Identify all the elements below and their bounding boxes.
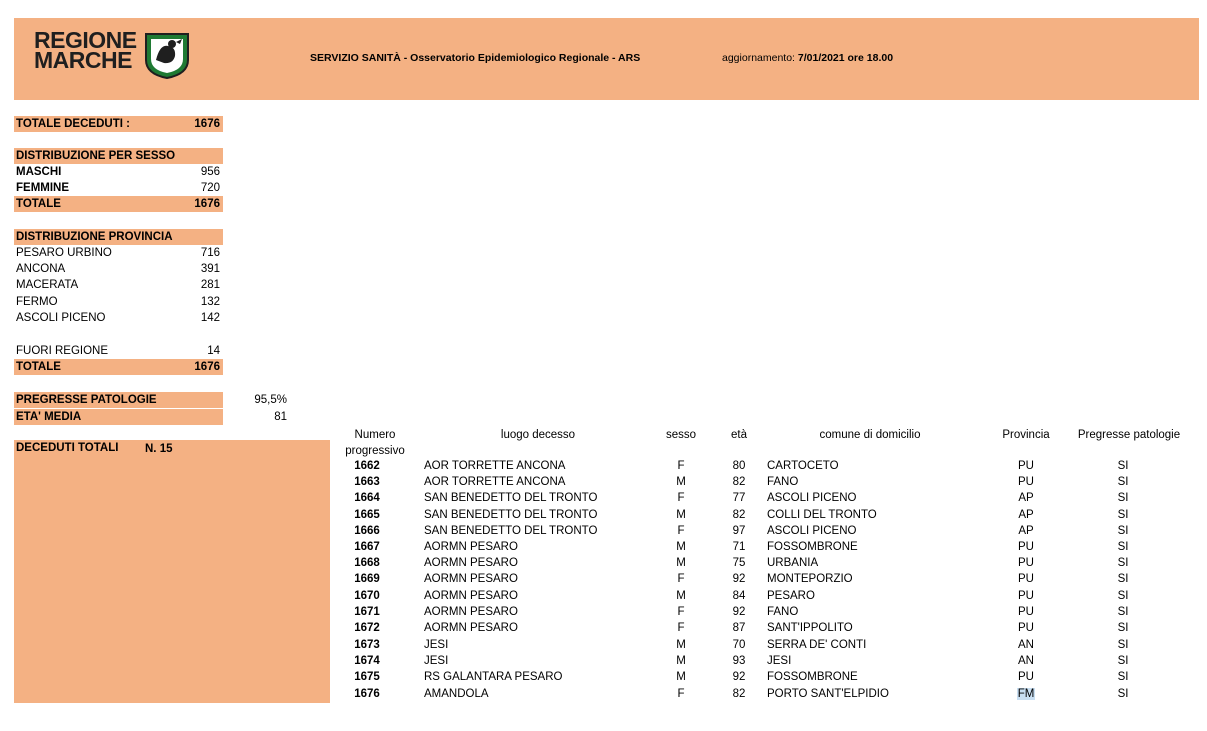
patologie-cell: SI [1117,573,1129,585]
femmine-value: 720 [200,182,220,194]
patologie-cell: SI [1117,476,1129,488]
provincia-cell: PU [1018,476,1034,488]
row-number: 1662 [354,460,380,472]
provincia-cell: AP [1018,525,1034,537]
fuori-regione-row [14,343,223,359]
provincia-cell: PU [1018,573,1034,585]
femmine-row [14,180,223,196]
province-row [14,294,223,310]
luogo-decesso: AORMN PESARO [424,541,518,553]
fuori-regione-label: FUORI REGIONE [16,345,109,357]
eta-cell: 87 [732,622,746,634]
luogo-decesso: AORMN PESARO [424,622,518,634]
sesso-cell: M [676,655,686,667]
patologie-row [14,392,287,408]
luogo-decesso: JESI [424,655,449,667]
col-header-numero [330,427,420,459]
row-number: 1672 [354,622,380,634]
patologie-cell: SI [1117,541,1129,553]
comune-cell: ASCOLI PICENO [767,525,857,537]
deceduti-totali-block [14,440,330,703]
luogo-decesso: AORMN PESARO [424,606,518,618]
luogo-decesso: AORMN PESARO [424,573,518,585]
sesso-cell: F [677,573,685,585]
patologie-cell: SI [1117,622,1129,634]
table-row [330,555,1190,571]
eta-cell: 82 [732,476,746,488]
sesso-cell: F [677,460,685,472]
table-row [330,588,1190,604]
patologie-cell: SI [1117,460,1129,472]
table-row [330,458,1190,474]
col-header-comune: comune di domicilio [819,429,921,441]
comune-cell: COLLI DEL TRONTO [767,509,877,521]
province-label: MACERATA [16,279,79,291]
province-label: FERMO [16,296,58,308]
eta-cell: 93 [732,655,746,667]
logo-line2: MARCHE [34,47,132,73]
row-number: 1666 [354,525,380,537]
comune-cell: PESARO [767,590,815,602]
totale-deceduti-value: 1676 [194,118,220,130]
eta-cell: 92 [732,671,746,683]
col-header-patologie: Pregresse patologie [1077,429,1181,441]
eta-cell: 75 [732,557,746,569]
provincia-cell: PU [1018,557,1034,569]
row-number: 1663 [354,476,380,488]
provincia-cell: PU [1018,590,1034,602]
sesso-title: DISTRIBUZIONE PER SESSO [16,150,176,162]
totale-deceduti-label: TOTALE DECEDUTI : [16,118,130,130]
sesso-cell: M [676,476,686,488]
eta-media-label: ETA' MEDIA [16,411,82,423]
comune-cell: MONTEPORZIO [767,573,853,585]
provincia-cell: AP [1018,509,1034,521]
report-header [14,18,1199,100]
col-header-sesso: sesso [665,429,697,441]
sesso-cell: F [677,688,685,700]
patologie-label: PREGRESSE PATOLOGIE [16,394,157,406]
sesso-totale-row [14,196,223,212]
provincia-cell: PU [1018,606,1034,618]
eta-cell: 84 [732,590,746,602]
provincia-cell: AP [1018,492,1034,504]
fuori-regione-value: 14 [207,345,220,357]
table-row [330,474,1190,490]
table-row [330,507,1190,523]
provincia-cell: AN [1018,639,1034,651]
patologie-cell: SI [1117,525,1129,537]
provincia-totale-label: TOTALE [16,361,61,373]
table-row [330,686,1190,702]
sesso-totale-label: TOTALE [16,198,61,210]
row-number: 1669 [354,573,380,585]
comune-cell: PORTO SANT'ELPIDIO [767,688,889,700]
sesso-cell: M [676,671,686,683]
sesso-cell: M [676,639,686,651]
provincia-totale-value: 1676 [194,361,220,373]
province-row [14,310,223,326]
provincia-cell: PU [1018,541,1034,553]
luogo-decesso: SAN BENEDETTO DEL TRONTO [424,492,598,504]
eta-cell: 92 [732,606,746,618]
comune-cell: FANO [767,476,799,488]
comune-cell: JESI [767,655,792,667]
table-row [330,604,1190,620]
luogo-decesso: AORMN PESARO [424,557,518,569]
col-header-luogo: luogo decesso [500,429,576,441]
row-number: 1671 [354,606,380,618]
maschi-value: 956 [200,166,220,178]
sesso-totale-value: 1676 [194,198,220,210]
luogo-decesso: AOR TORRETTE ANCONA [424,476,566,488]
patologie-cell: SI [1117,688,1129,700]
patologie-cell: SI [1117,492,1129,504]
femmine-label: FEMMINE [16,182,70,194]
province-value: 132 [200,296,220,308]
table-row [330,637,1190,653]
patologie-cell: SI [1117,590,1129,602]
regione-marche-logo [34,27,194,82]
eta-cell: 77 [732,492,746,504]
region-emblem-icon [142,30,192,80]
row-number: 1670 [354,590,380,602]
provincia-cell [995,686,1057,702]
eta-media-row [14,409,287,425]
comune-cell: FOSSOMBRONE [767,541,858,553]
table-row [330,571,1190,587]
sesso-cell: M [676,509,686,521]
row-number: 1664 [354,492,380,504]
sesso-cell: M [676,590,686,602]
provincia-title: DISTRIBUZIONE PROVINCIA [16,231,173,243]
eta-cell: 70 [732,639,746,651]
eta-media-value: 81 [274,411,287,423]
comune-cell: SERRA DE' CONTI [767,639,867,651]
comune-cell: CARTOCETO [767,460,839,472]
col-header-eta: età [731,429,747,441]
col-header-numero-line1: Numero [354,429,396,441]
logo-text [34,27,137,73]
comune-cell: SANT'IPPOLITO [767,622,853,634]
table-row [330,490,1190,506]
row-number: 1675 [354,671,380,683]
patologie-cell: SI [1117,509,1129,521]
comune-cell: FOSSOMBRONE [767,671,858,683]
update-label: aggiornamento: [722,52,798,64]
provincia-totale-row [14,359,223,375]
provincia-cell: PU [1018,460,1034,472]
province-label: PESARO URBINO [16,247,112,259]
provincia-title-row [14,229,223,245]
eta-cell: 71 [732,541,746,553]
provincia-cell: PU [1018,671,1034,683]
patologie-cell: SI [1117,639,1129,651]
sesso-cell: F [677,525,685,537]
province-row [14,245,223,261]
province-value: 391 [200,263,220,275]
provincia-cell: PU [1018,622,1034,634]
comune-cell: ASCOLI PICENO [767,492,857,504]
sesso-title-row [14,148,223,164]
comune-cell: FANO [767,606,799,618]
province-label: ANCONA [16,263,66,275]
provincia-cell: AN [1018,655,1034,667]
patologie-cell: SI [1117,557,1129,569]
table-row [330,620,1190,636]
logo-line1: REGIONE [34,27,137,53]
province-row [14,261,223,277]
eta-cell: 80 [732,460,746,472]
luogo-decesso: RS GALANTARA PESARO [424,671,563,683]
sesso-cell: F [677,492,685,504]
sesso-cell: M [676,557,686,569]
row-number: 1673 [354,639,380,651]
service-title: SERVIZIO SANITÀ - Osservatorio Epidemiologico Regionale - ARS [310,52,641,64]
table-row [330,653,1190,669]
province-value: 716 [200,247,220,259]
patologie-value: 95,5% [254,394,287,406]
deceduti-totali-label: DECEDUTI TOTALI [16,442,119,454]
luogo-decesso: SAN BENEDETTO DEL TRONTO [424,525,598,537]
totale-deceduti-row [14,116,223,132]
province-value: 281 [200,279,220,291]
row-number: 1674 [354,655,380,667]
col-header-numero-line2: progressivo [345,445,405,457]
row-number: 1676 [354,688,380,700]
eta-cell: 82 [732,688,746,700]
table-row [330,669,1190,685]
luogo-decesso: SAN BENEDETTO DEL TRONTO [424,509,598,521]
provincia-highlight: FM [1017,688,1035,700]
eta-cell: 82 [732,509,746,521]
maschi-label: MASCHI [16,166,62,178]
eta-cell: 97 [732,525,746,537]
sesso-cell: F [677,622,685,634]
sesso-cell: M [676,541,686,553]
luogo-decesso: AORMN PESARO [424,590,518,602]
luogo-decesso: JESI [424,639,449,651]
patologie-cell: SI [1117,671,1129,683]
province-value: 142 [200,312,220,324]
patologie-cell: SI [1117,606,1129,618]
province-label: ASCOLI PICENO [16,312,106,324]
maschi-row [14,164,223,180]
col-header-provincia: Provincia [1002,429,1050,441]
update-info [722,52,893,64]
row-number: 1665 [354,509,380,521]
luogo-decesso: AOR TORRETTE ANCONA [424,460,566,472]
deceduti-totali-count: N. 15 [145,443,173,455]
table-row [330,539,1190,555]
table-row [330,523,1190,539]
row-number: 1668 [354,557,380,569]
row-number: 1667 [354,541,380,553]
eta-cell: 92 [732,573,746,585]
patologie-cell: SI [1117,655,1129,667]
province-row [14,277,223,293]
sesso-cell: F [677,606,685,618]
luogo-decesso: AMANDOLA [424,688,489,700]
update-value: 7/01/2021 ore 18.00 [797,52,894,64]
comune-cell: URBANIA [767,557,819,569]
